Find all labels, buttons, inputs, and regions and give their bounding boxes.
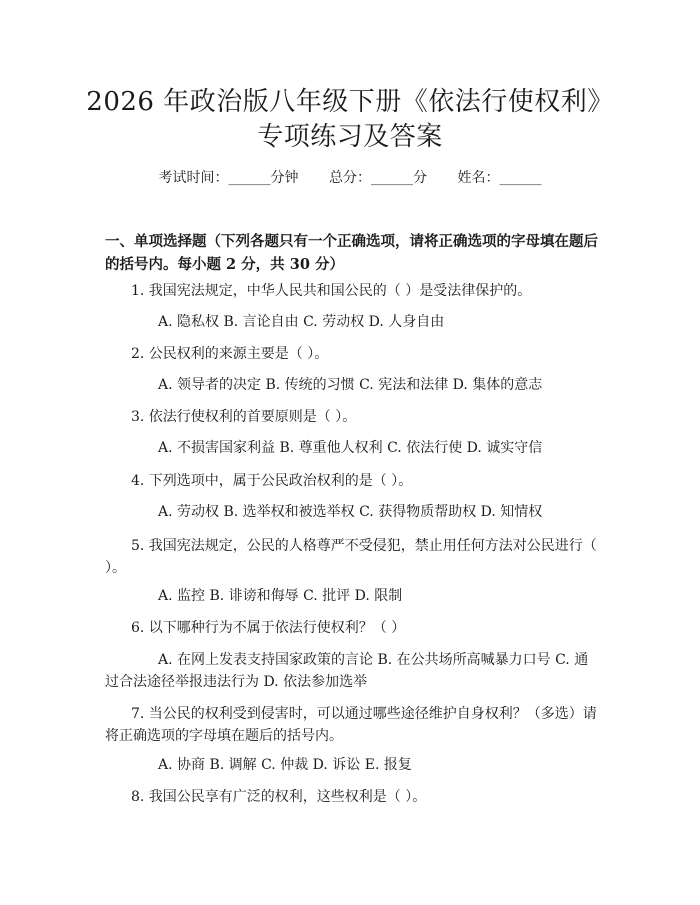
- student-name-field: 姓名：______: [457, 170, 542, 186]
- question-1-options: A. 隐私权 B. 言论自由 C. 劳动权 D. 人身自由: [158, 314, 445, 330]
- question-3: 3. 依法行使权利的首要原则是（ ）。: [131, 409, 357, 425]
- question-6-options: A. 在网上发表支持国家政策的言论 B. 在公共场所高喊暴力口号 C. 通过合法途径举报违法行为 D. 依法参加选举: [105, 652, 589, 690]
- section-heading-single-choice: 一、单项选择题（下列各题只有一个正确选项，请将正确选项的字母填在题后的括号内。每小题 2 分，共 30 分）: [105, 233, 598, 273]
- question-4-options: A. 劳动权 B. 选举权和被选举权 C. 获得物质帮助权 D. 知情权: [158, 504, 543, 520]
- question-4: 4. 下列选项中，属于公民政治权利的是（ ）。: [131, 473, 413, 489]
- exam-info-line: [0, 168, 700, 188]
- question-6: 6. 以下哪种行为不属于依法行使权利？（ ）: [131, 620, 406, 636]
- question-7-options: A. 协商 B. 调解 C. 仲裁 D. 诉讼 E. 报复: [158, 757, 412, 773]
- question-1: 1. 我国宪法规定，中华人民共和国公民的（ ）是受法律保护的。: [131, 283, 532, 299]
- page-subtitle: 专项练习及答案: [257, 122, 443, 152]
- question-2: 2. 公民权利的来源主要是（ ）。: [131, 346, 329, 362]
- question-5-options: A. 监控 B. 诽谤和侮辱 C. 批评 D. 限制: [158, 588, 403, 604]
- question-5: 5. 我国宪法规定，公民的人格尊严不受侵犯，禁止用任何方法对公民进行（ ）。: [105, 538, 597, 576]
- question-2-options: A. 领导者的决定 B. 传统的习惯 C. 宪法和法律 D. 集体的意志: [158, 377, 543, 393]
- total-score-field: 总分：______分: [329, 170, 427, 186]
- question-8: 8. 我国公民享有广泛的权利，这些权利是（ ）。: [131, 789, 427, 805]
- question-3-options: A. 不损害国家利益 B. 尊重他人权利 C. 依法行使 D. 诚实守信: [158, 440, 543, 456]
- page-title: 2026 年政治版八年级下册《依法行使权利》: [86, 87, 614, 117]
- question-7: 7. 当公民的权利受到侵害时，可以通过哪些途径维护自身权利？（多选）请将正确选项的字母填在题后的括号内。: [105, 706, 597, 744]
- exam-time-field: 考试时间：______分钟: [158, 170, 299, 186]
